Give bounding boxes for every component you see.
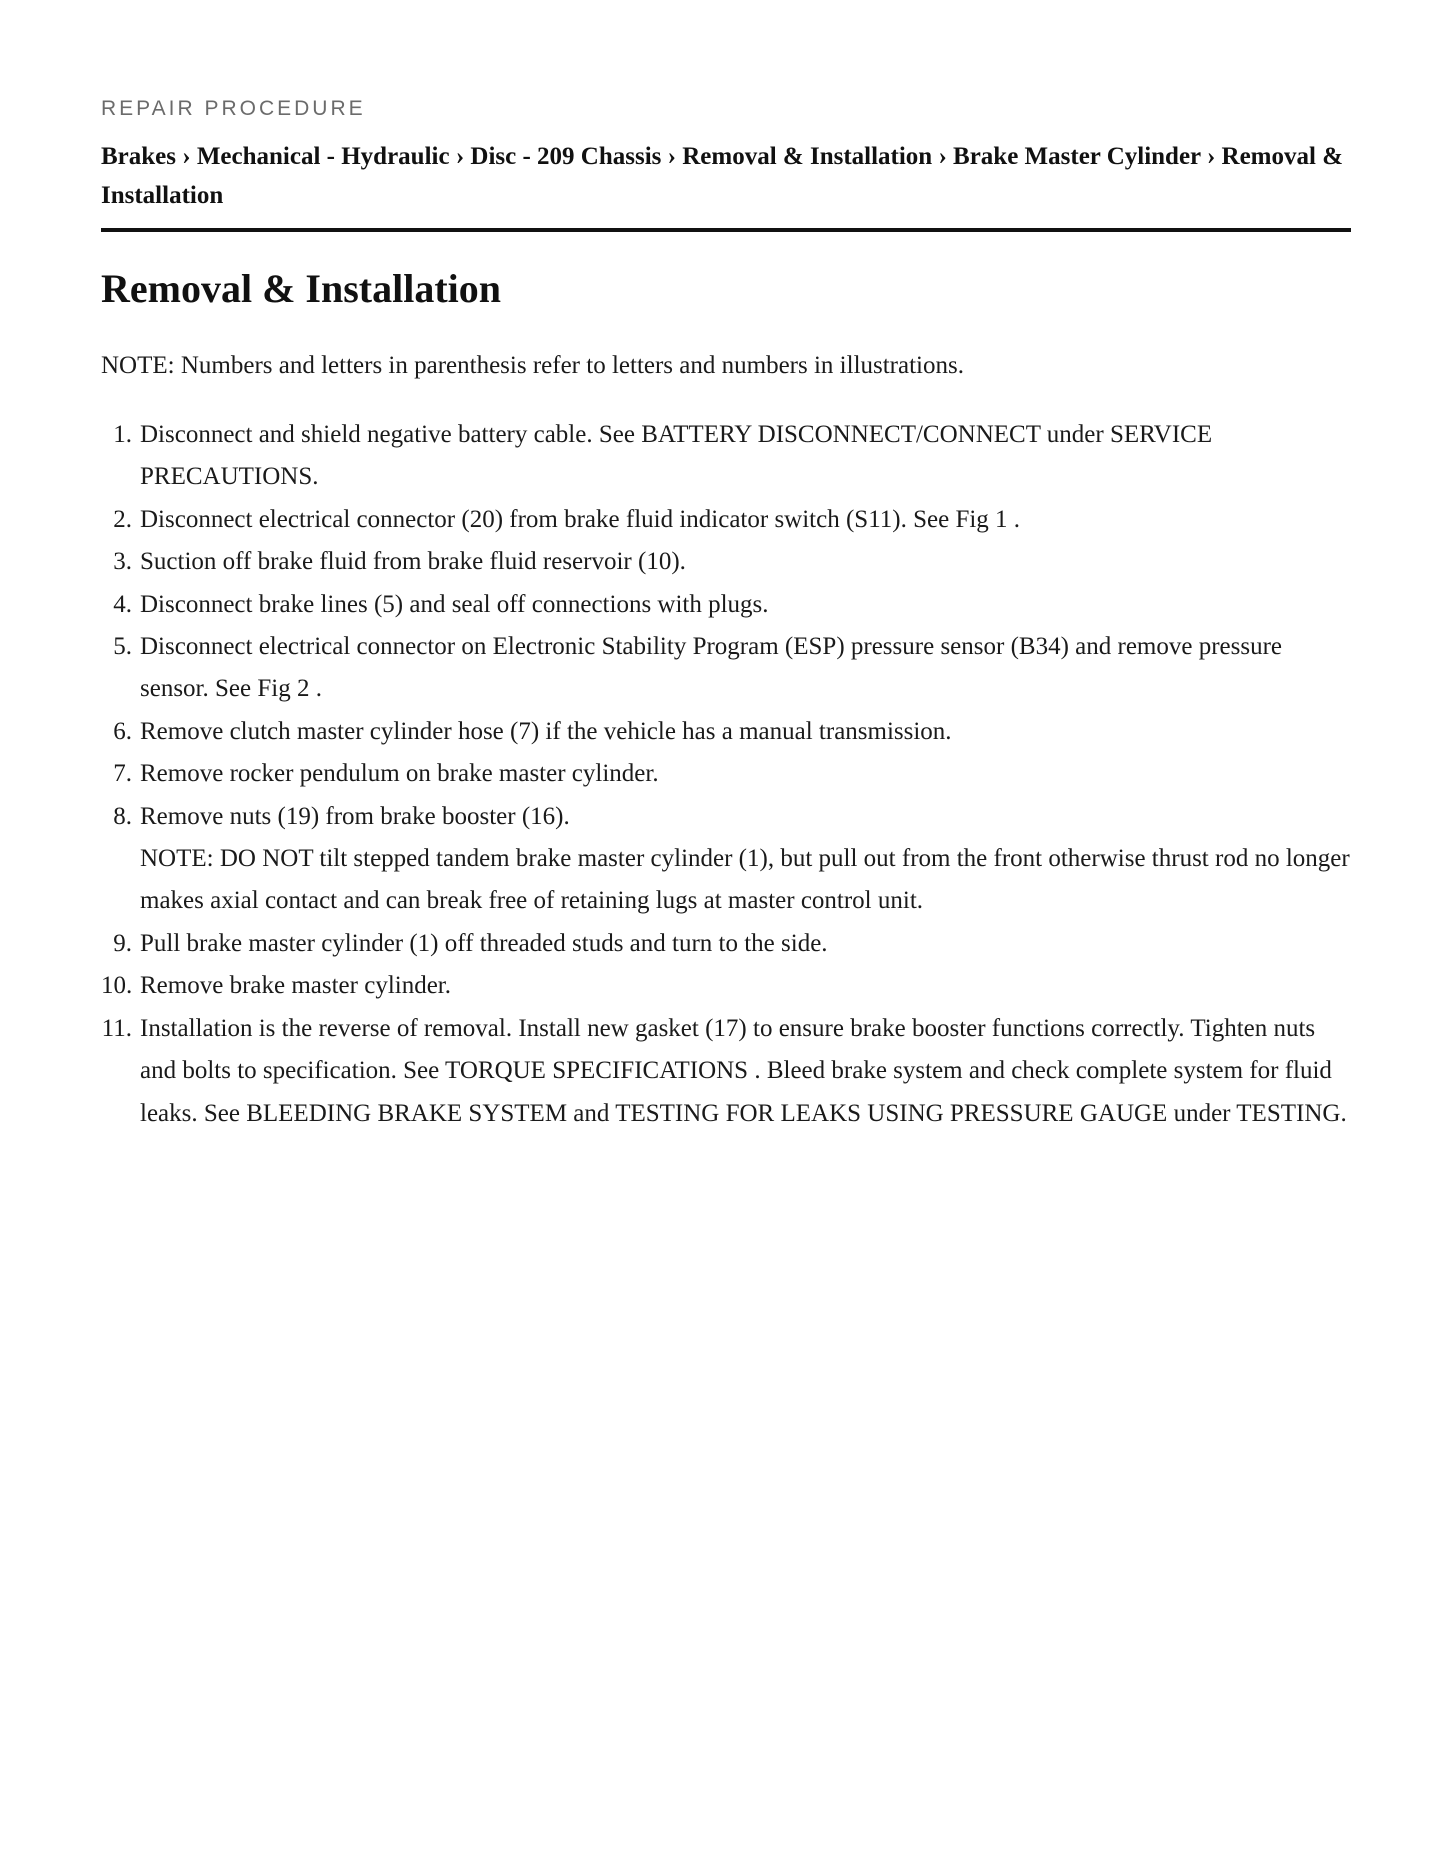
step-text: Disconnect brake lines (5) and seal off connections with plugs. bbox=[140, 590, 769, 618]
step-number: 4. bbox=[113, 590, 132, 618]
step-number: 9. bbox=[113, 929, 132, 957]
step-text: Installation is the reverse of removal. Install new gasket (17) to ensure brake booster functions correctly. Tighten nuts and bolts to specification. See TORQUE SPECIFICATIONS . Bleed brake system and check complete system for fluid leaks. See BLEEDING BRAKE SYSTEM and TESTING FOR LEAKS USING PRESSURE GAUGE under TESTING. bbox=[140, 1014, 1347, 1127]
step-number: 6. bbox=[113, 717, 132, 745]
list-item bbox=[101, 1008, 1351, 1135]
breadcrumb: Brakes › Mechanical - Hydraulic › Disc - 209 Chassis › Removal & Installation › Brake Master Cylinder › Removal & Installation bbox=[101, 143, 1344, 209]
step-text: Remove rocker pendulum on brake master cylinder. bbox=[140, 760, 659, 788]
list-item bbox=[101, 414, 1351, 499]
step-number: 5. bbox=[113, 633, 132, 661]
step-text: Pull brake master cylinder (1) off threaded studs and turn to the side. bbox=[140, 929, 828, 957]
list-item bbox=[101, 541, 1351, 583]
list-item bbox=[101, 965, 1351, 1007]
list-item bbox=[101, 923, 1351, 965]
step-number: 1. bbox=[113, 421, 132, 448]
step-number: 8. bbox=[113, 802, 132, 830]
intro-note: NOTE: Numbers and letters in parenthesis refer to letters and numbers in illustrations. bbox=[101, 352, 964, 379]
step-text: Disconnect and shield negative battery cable. See BATTERY DISCONNECT/CONNECT under SERVICE PRECAUTIONS. bbox=[140, 421, 1213, 491]
step-number: 11. bbox=[101, 1014, 132, 1042]
section-kicker: REPAIR PROCEDURE bbox=[101, 97, 366, 120]
list-item bbox=[101, 626, 1351, 711]
step-number: 10. bbox=[101, 972, 133, 1000]
step-text: Remove nuts (19) from brake booster (16). bbox=[140, 802, 570, 830]
list-item bbox=[101, 499, 1351, 541]
step-text: Remove brake master cylinder. bbox=[140, 972, 451, 1000]
header-divider bbox=[101, 228, 1351, 232]
list-item bbox=[101, 584, 1351, 626]
procedure-steps bbox=[101, 414, 1351, 1135]
step-text: Disconnect electrical connector (20) from brake fluid indicator switch (S11). See Fig 1 . bbox=[140, 505, 1021, 533]
step-text: Remove clutch master cylinder hose (7) if the vehicle has a manual transmission. bbox=[140, 717, 952, 745]
list-item bbox=[101, 711, 1351, 753]
page-title: Removal & Installation bbox=[101, 266, 501, 311]
step-note: NOTE: DO NOT tilt stepped tandem brake master cylinder (1), but pull out from the front otherwise thrust rod no longer makes axial contact and can break free of retaining lugs at master control unit. bbox=[140, 845, 1350, 915]
step-number: 7. bbox=[113, 760, 132, 788]
list-item bbox=[101, 753, 1351, 795]
step-text: Disconnect electrical connector on Electronic Stability Program (ESP) pressure sensor (B34) and remove pressure sensor. See Fig 2 . bbox=[140, 633, 1283, 703]
step-number: 3. bbox=[113, 548, 132, 576]
step-number: 2. bbox=[113, 505, 132, 533]
list-item bbox=[101, 796, 1351, 923]
step-text: Suction off brake fluid from brake fluid reservoir (10). bbox=[140, 548, 686, 576]
